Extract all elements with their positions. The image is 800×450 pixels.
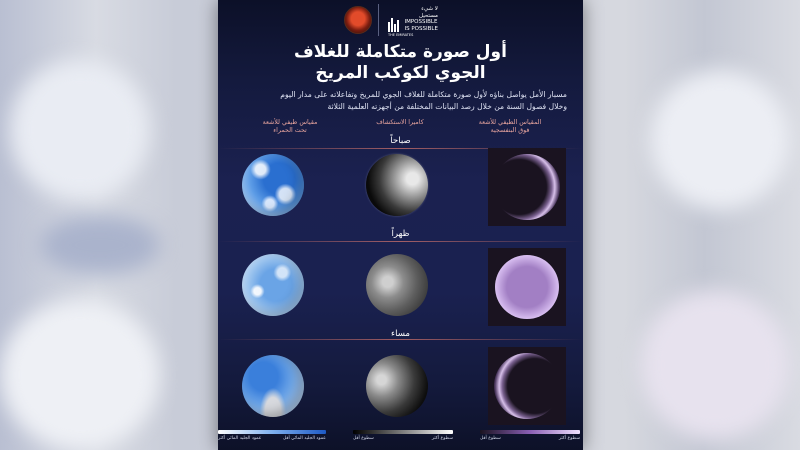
uv-image-morning — [488, 148, 566, 226]
infrared-planet-morning — [242, 154, 304, 216]
logo-ar-line1: لا شيء — [421, 6, 438, 12]
column-heading-camera: كاميرا الاستكشاف — [376, 119, 424, 126]
hope-mission-logo — [344, 6, 372, 34]
uv-legend-min: سطوع أقل — [480, 436, 501, 441]
blur-blob — [640, 290, 790, 440]
logo-brand-text: THE EMIRATES — [388, 33, 414, 37]
row-separator — [218, 241, 583, 242]
camera-planet-noon — [366, 254, 428, 316]
infographic-poster — [218, 0, 583, 450]
title-line-2: الجوي لكوكب المريخ — [315, 63, 486, 83]
infrared-planet-evening — [242, 355, 304, 417]
blur-blob — [10, 60, 150, 200]
row-label-morning: صباحاً — [390, 136, 411, 146]
infrared-legend-min: عمود الجليد المائي أقل — [282, 436, 326, 441]
logo-en-line1: IMPOSSIBLE — [404, 19, 438, 25]
camera-legend-min: سطوع أقل — [353, 436, 374, 441]
camera-legend-max: سطوع أكثر — [431, 436, 453, 441]
uv-image-evening — [488, 347, 566, 425]
infrared-legend — [218, 430, 326, 441]
camera-colorbar — [353, 430, 453, 434]
row-label-noon: ظهراً — [391, 229, 410, 239]
camera-planet-morning — [366, 154, 428, 216]
uv-colorbar — [480, 430, 580, 434]
column-heading-ultraviolet: المقياس الطيفي للأشعة فوق البنفسجية — [478, 119, 542, 134]
row-separator — [218, 339, 583, 340]
blur-blob — [0, 300, 160, 450]
logo-ar-line2: مستحيل — [419, 12, 438, 19]
infrared-colorbar — [218, 430, 326, 434]
subtitle-line-1: مسبار الأمل يواصل بناؤه لأول صورة متكاملة للغلاف الجوي للمريخ وتفاعلاته على مدار اليوم — [280, 90, 567, 99]
infrared-legend-max: عمود الجليد المائي أكثر — [218, 436, 262, 441]
infrared-planet-noon — [242, 254, 304, 316]
subtitle-line-2: وخلال فصول السنة من خلال رصد البيانات المختلفة من أجهزته العلمية الثلاثة — [327, 102, 567, 111]
camera-planet-evening — [366, 355, 428, 417]
blur-blob — [650, 70, 790, 210]
column-heading-infrared: مقياس طيفي للأشعة تحت الحمراء — [262, 119, 318, 134]
blur-blob — [40, 215, 160, 275]
logo-divider — [378, 4, 379, 36]
logo-en-line2: IS POSSIBLE — [404, 25, 438, 32]
row-label-evening: مساء — [391, 329, 410, 339]
brand-mark-icon — [388, 18, 399, 32]
uv-legend-max: سطوع أكثر — [558, 436, 580, 441]
uv-legend — [480, 430, 580, 441]
title-line-1: أول صورة متكاملة للغلاف — [294, 42, 507, 62]
uv-image-noon — [488, 248, 566, 326]
camera-legend — [353, 430, 453, 441]
impossible-is-possible-logo — [388, 6, 468, 37]
